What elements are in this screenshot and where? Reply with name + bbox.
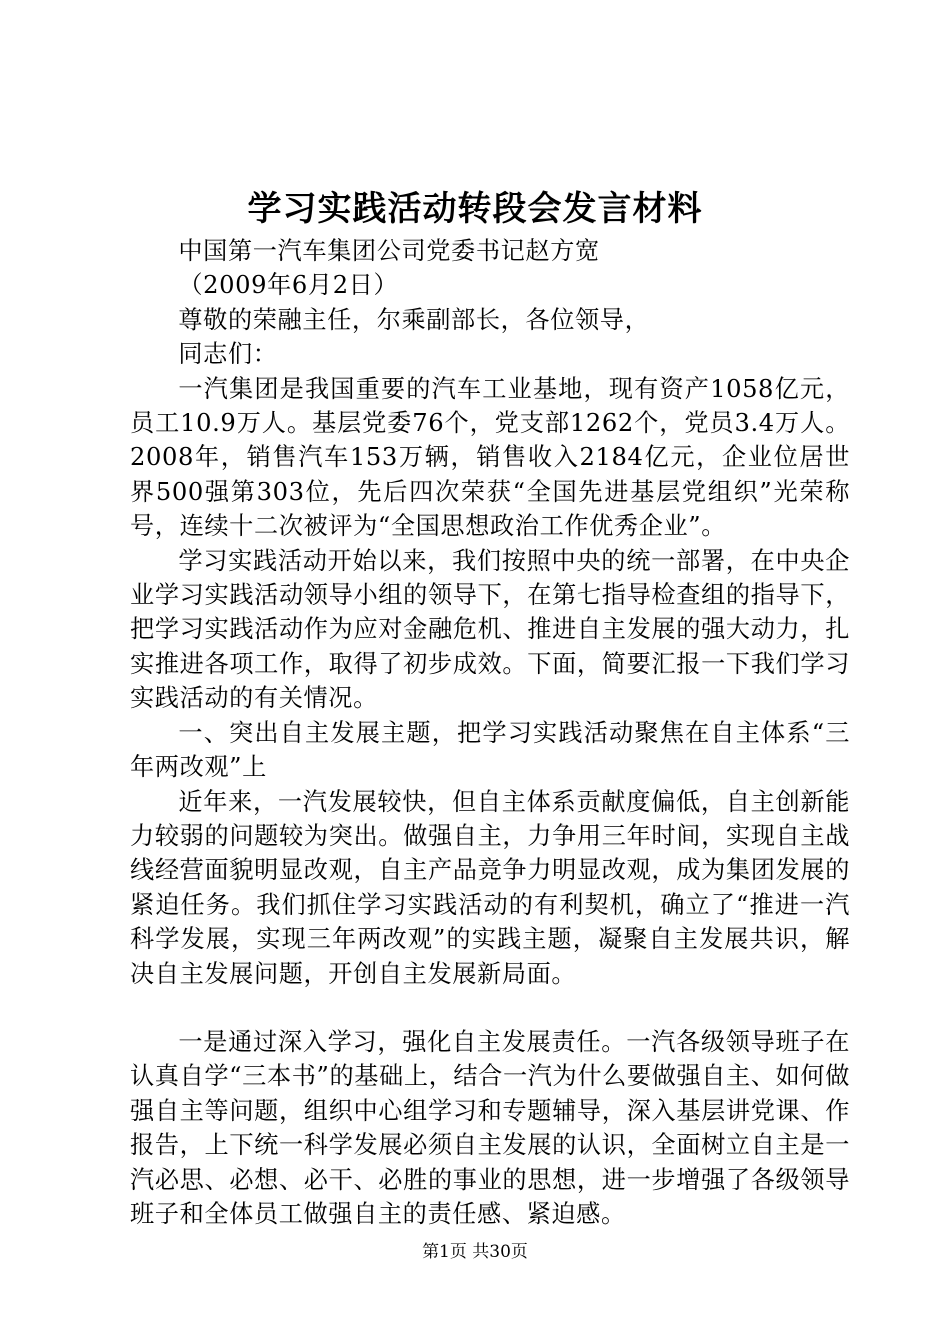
salutation-line-2: 同志们： <box>178 340 278 369</box>
body-paragraph: 一是通过深入学习，强化自主发展责任。一汽各级领导班子在认真自学“三本书”的基础上，结合一汽为什么要做强自主、如何做强自主等问题，组织中心组学习和专题辅导，深入基层讲党课、作报告，上下统一科学发展必须自主发展的认识，全面树立自主是一汽必思、必想、必干、必胜的事业的思想，进一步增强了各级领导班子和全体员工做强自主的责任感、紧迫感。 <box>130 1027 850 1228</box>
document-body <box>130 234 850 1231</box>
date-line: （2009年6月2日） <box>178 271 399 300</box>
body-paragraph: 学习实践活动开始以来，我们按照中央的统一部署，在中央企业学习实践活动领导小组的领导下，在第七指导检查组的指导下，把学习实践活动作为应对金融危机、推进自主发展的强大动力，扎实推进各项工作，取得了初步成效。下面，简要汇报一下我们学习实践活动的有关情况。 <box>130 546 850 713</box>
body-paragraph: 一汽集团是我国重要的汽车工业基地，现有资产1058亿元，员工10.9万人。基层党委76个，党支部1262个，党员3.4万人。2008年，销售汽车153万辆，销售收入2184亿元，企业位居世界500强第303位，先后四次荣获“全国先进基层党组织”光荣称号，连续十二次被评为“全国思想政治工作优秀企业”。 <box>130 374 850 541</box>
author-line: 中国第一汽车集团公司党委书记赵方宽 <box>178 237 600 265</box>
document-title: 学习实践活动转段会发言材料 <box>247 189 703 229</box>
page-number: 第1页 共30页 <box>422 1242 528 1262</box>
body-paragraph: 近年来，一汽发展较快，但自主体系贡献度偏低，自主创新能力较弱的问题较为突出。做强自主，力争用三年时间，实现自主战线经营面貌明显改观，自主产品竞争力明显改观，成为集团发展的紧迫任务。我们抓住学习实践活动的有利契机，确立了“推进一汽科学发展，实现三年两改观”的实践主题，凝聚自主发展共识，解决自主发展问题，开创自主发展新局面。 <box>130 787 850 988</box>
salutation-line: 尊敬的荣融主任，尔乘副部长，各位领导， <box>178 305 650 334</box>
section-heading: 一、突出自主发展主题，把学习实践活动聚焦在自主体系“三年两改观”上 <box>130 718 850 782</box>
